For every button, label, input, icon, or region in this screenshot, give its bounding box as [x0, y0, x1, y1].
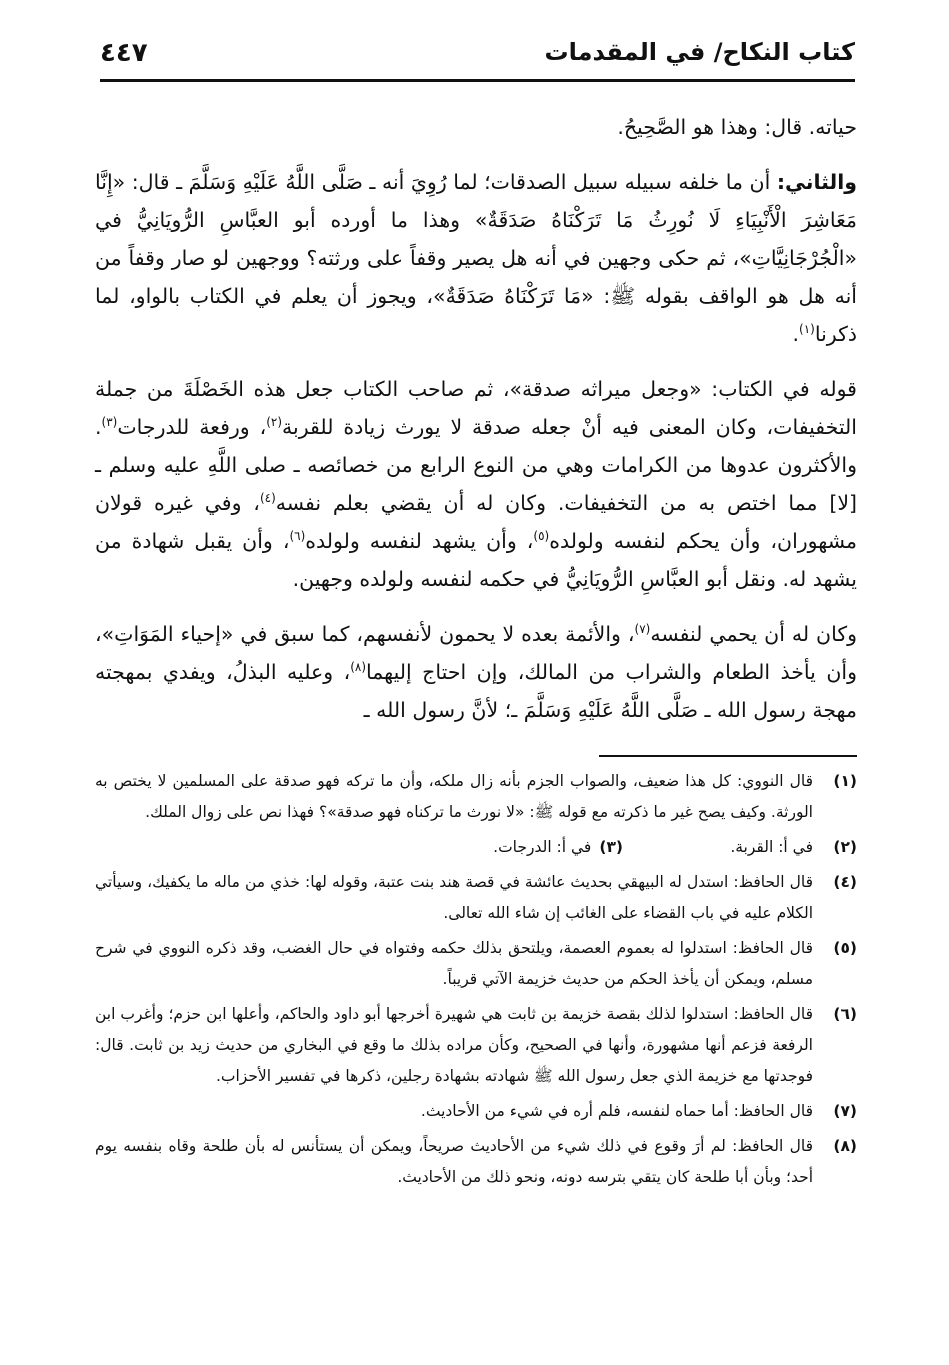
- footnote-number: (٢): [833, 838, 857, 856]
- paragraph-3-text-c: . والأكثرون عدوها من الكرامات وهي من النوع الرابع من خصائصه ـ صلى اللَّهِ عليه وسلم ـ [لا] مما اختص به من التخفيفات. وكان له أن يقضي بعلم نفسه: [95, 415, 858, 515]
- footnote-3-text: في أ: الدرجات.: [493, 838, 592, 856]
- paragraph-4-text-c: ، وعليه البذلُ، ويفدي بمهجته مهجة رسول الله ـ صَلَّى اللَّهُ عَلَيْهِ وَسَلَّمَ ـ؛ لأنَّ رسول الله ـ: [95, 660, 857, 722]
- paragraph-1: [95, 108, 857, 146]
- paragraph-2: [95, 163, 857, 353]
- footnote-separator: [599, 755, 857, 757]
- footnote-8: [95, 1131, 857, 1193]
- main-text: [95, 108, 857, 746]
- footnote-number: (٦): [833, 1005, 857, 1023]
- footnote-number: (١): [833, 772, 857, 790]
- paragraph-3-text-d: ، وفي غيره قولان مشهوران، وأن يحكم لنفسه ولولده: [95, 491, 857, 553]
- footnote-text: قال الحافظ: استدلوا له بعموم العصمة، ويلتحق بذلك حكمه وفتواه في حال الغضب، وقد ذكره النووي في شرح مسلم، ويمكن أن يأخذ الحكم من حديث خزيمة الآتي قريباً.: [95, 939, 813, 988]
- footnote-ref-2[interactable]: (٢): [266, 415, 283, 430]
- chapter-title: كتاب النكاح/ في المقدمات: [544, 38, 855, 66]
- paragraph-3: [95, 370, 857, 598]
- footnote-text: قال الحافظ: استدل له البيهقي بحديث عائشة في قصة هند بنت عتبة، وقوله لها: خذي من ماله ما يكفيك، وسيأتي الكلام عليه في باب القضاء على الغائب إن شاء الله تعالى.: [95, 873, 813, 922]
- footnote-text: قال الحافظ: استدلوا لذلك بقصة خزيمة بن ثابت هي شهيرة أخرجها أبو داود والحاكم، وأعلها ابن حزم؛ وأغرب ابن الرفعة فزعم أنها مشهورة، وأنها في الصحيح، وكأن مراده بذلك ما وقع في البخاري من حديث زيد بن ثابت. قال: فوجدتها مع خزيمة الذي جعل رسول الله ﷺ شهادته بشهادة رجلين، ذكرها في تفسير الأحزاب.: [95, 1005, 813, 1085]
- footnotes: [95, 766, 857, 1197]
- footnote-text: قال الحافظ: أما حماه لنفسه، فلم أره في شيء من الأحاديث.: [420, 1102, 813, 1120]
- footnote-ref-3[interactable]: (٣): [101, 415, 118, 430]
- footnote-ref-5[interactable]: (٥): [533, 529, 550, 544]
- footnote-number: (٤): [833, 873, 857, 891]
- footnote-1: [95, 766, 857, 828]
- paragraph-3-text-e: ، وأن يشهد لنفسه ولولده: [305, 529, 534, 553]
- footnote-ref-4[interactable]: (٤): [259, 491, 276, 506]
- footnote-number: (٨): [833, 1137, 857, 1155]
- paragraph-3-text-a: قوله في الكتاب: «وجعل ميراثه صدقة»، ثم صاحب الكتاب جعل هذه الخَصْلَةَ من جملة التخفيفات، وكان المعنى فيه أنْ جعله صدقة لا يورث زيادة للقربة: [95, 377, 857, 439]
- footnotes-2-3: [95, 832, 857, 863]
- footnote-7: [95, 1096, 857, 1127]
- paragraph-4: [95, 615, 857, 729]
- footnote-ref-1[interactable]: (١): [799, 322, 815, 337]
- footnote-number: (٣): [599, 838, 623, 856]
- footnote-ref-8[interactable]: (٨): [350, 660, 367, 675]
- footnote-number: (٧): [833, 1102, 857, 1120]
- footnote-text: قال النووي: كل هذا ضعيف، والصواب الجزم بأنه زال ملكه، وأن ما تركه فهو صدقة على المسلمين لا يختص به الورثة. وكيف يصح غير ما ذكرته مع قوله ﷺ: «لا نورث ما تركناه فهو صدقة»؟ فهذا نص على زوال الملك.: [95, 772, 813, 821]
- paragraph-1-text: حياته. قال: وهذا هو الصَّحِيحُ.: [617, 115, 857, 139]
- page-header: [100, 30, 855, 82]
- footnote-4: [95, 867, 857, 929]
- footnote-2-text: في أ: القربة.: [730, 838, 813, 856]
- footnote-number: (٥): [833, 939, 857, 957]
- paragraph-2-end: .: [792, 322, 800, 346]
- page-number: ٤٤٧: [100, 38, 148, 68]
- paragraph-3-text-b: ، ورفعة للدرجات: [117, 415, 267, 439]
- paragraph-4-text-a: وكان له أن يحمي لنفسه: [650, 622, 857, 646]
- footnote-5: [95, 933, 857, 995]
- footnote-ref-6[interactable]: (٦): [289, 529, 306, 544]
- footnote-text: قال الحافظ: لم أرَ وقوع في ذلك شيء من الأحاديث صريحاً، ويمكن أن يستأنس له بأن طلحة وقاه بنفسه يوم أحد؛ وبأن أبا طلحة كان يتقي بترسه دونه، ونحو ذلك من الأحاديث.: [95, 1137, 813, 1186]
- paragraph-4-text-b: ، والأئمة بعده لا يحمون لأنفسهم، كما سبق في «إحياء المَوَاتِ»، وأن يأخذ الطعام والشراب من المالك، وإن احتاج إليهما: [95, 622, 857, 684]
- footnote-6: [95, 999, 857, 1092]
- paragraph-3-text-f: ، وأن يقبل شهادة من يشهد له. ونقل أبو العبَّاسِ الرُّويَانِيُّ في حكمه لنفسه ولولده وجهين.: [95, 529, 857, 591]
- paragraph-2-text: أن ما خلفه سبيله سبيل الصدقات؛ لما رُوِيَ أنه ـ صَلَّى اللَّهُ عَلَيْهِ وَسَلَّمَ ـ قال: «إِنَّا مَعَاشِرَ الْأَنْبِيَاءِ لَا نُورِثُ مَا تَرَكْنَاهُ صَدَقَةٌ» وهذا ما أورده أبو العبَّاسِ الرُّويَانِيُّ في «الْجُرْجَانِيَّاتِ»، ثم حكى وجهين في أنه هل يصير وقفاً على ورثته؟ ووجهين لو صار وقفاً من أنه هل هو الواقف بقوله ﷺ: «مَا تَرَكْنَاهُ صَدَقَةٌ»، ويجوز أن يعلم في الكتاب بالواو، لما ذكرنا: [95, 170, 857, 346]
- paragraph-2-lead: والثاني:: [776, 170, 857, 194]
- footnote-ref-7[interactable]: (٧): [634, 622, 651, 637]
- header-rule: [100, 79, 855, 82]
